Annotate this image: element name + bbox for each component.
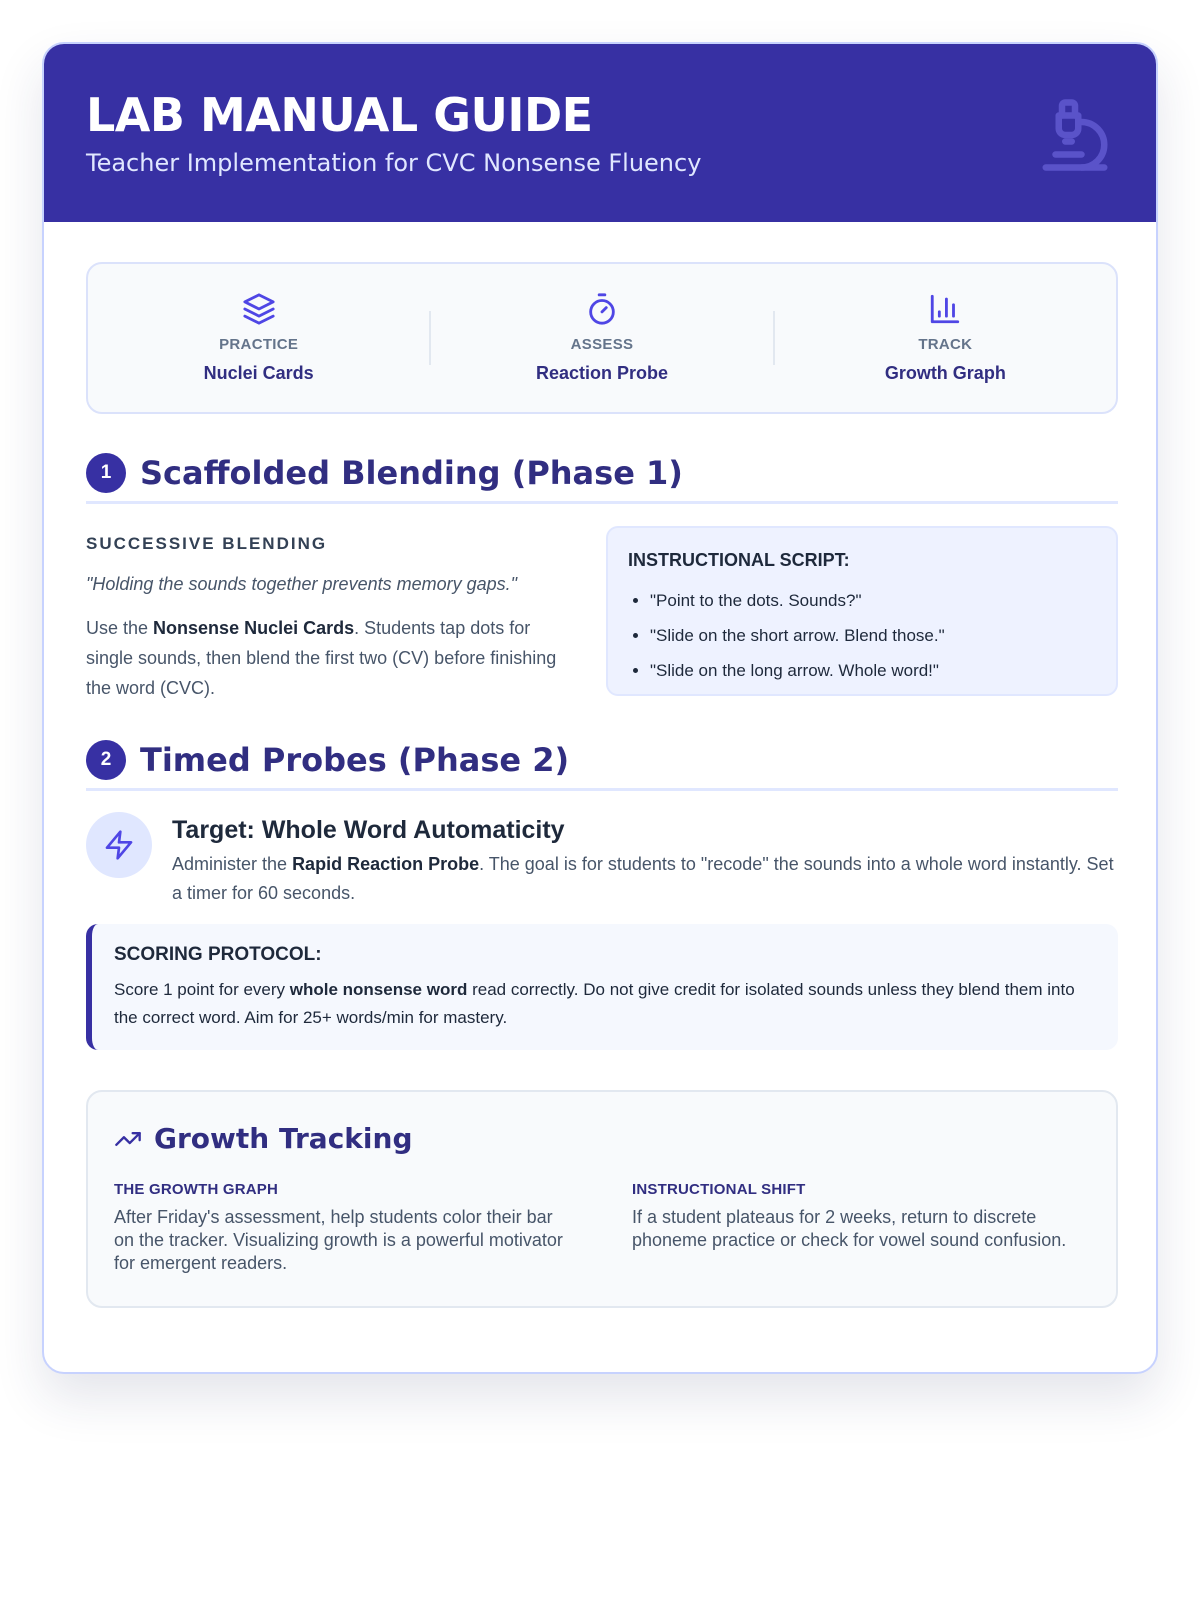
blending-body: Use the Nonsense Nuclei Cards. Students tap dots for single sounds, then blend the first two (CV) before finishing the word (CVC). <box>86 618 557 698</box>
instructional-script-box <box>606 526 1118 696</box>
trending-up-icon <box>114 1125 142 1153</box>
phase1-heading <box>86 444 1118 504</box>
tool-track <box>775 292 1116 384</box>
column-body: If a student plateaus for 2 weeks, return to discrete phoneme practice or check for vowel sound confusion. <box>632 1207 1067 1250</box>
tool-strip <box>86 262 1118 414</box>
tool-name: Reaction Probe <box>535 363 668 383</box>
bar-chart-icon <box>928 292 962 326</box>
tool-assess <box>431 292 772 384</box>
column-label: THE GROWTH GRAPH <box>114 1181 279 1198</box>
script-item: • "Slide on the short arrow. Blend those." <box>650 618 1096 653</box>
phase-title: Scaffolded Blending (Phase 1) <box>140 453 683 492</box>
column-label: INSTRUCTIONAL SHIFT <box>632 1181 806 1198</box>
lightning-icon <box>103 829 135 861</box>
scoring-protocol-box <box>86 924 1118 1050</box>
growth-tracking-box <box>86 1090 1118 1308</box>
growth-graph-column <box>114 1181 572 1275</box>
stopwatch-icon <box>585 292 619 326</box>
tool-category: TRACK <box>918 336 973 353</box>
header-banner <box>44 44 1156 222</box>
scoring-body: Score 1 point for every whole nonsense word read correctly. Do not give credit for isolated sounds unless they blend them into the correct word. Aim for 25+ words/min for mastery. <box>114 980 1075 1027</box>
growth-heading <box>114 1122 1090 1155</box>
phase-number-badge: 2 <box>86 740 126 780</box>
target-body: Administer the Rapid Reaction Probe. The goal is for students to "recode" the sounds into a whole word instantly. Set a timer for 60 seconds. <box>172 854 1114 903</box>
script-item: • "Slide on the long arrow. Whole word!" <box>650 653 1096 688</box>
script-title: INSTRUCTIONAL SCRIPT: <box>628 550 850 570</box>
scoring-title: SCORING PROTOCOL: <box>114 944 322 965</box>
lightning-icon-badge <box>86 812 152 878</box>
growth-columns <box>114 1181 1090 1275</box>
quote: "Holding the sounds together prevents memory gaps." <box>86 574 518 594</box>
lab-manual-card <box>42 42 1158 1374</box>
target-title: Target: Whole Word Automaticity <box>172 816 565 844</box>
script-list <box>628 583 1096 688</box>
section-label: SUCCESSIVE BLENDING <box>86 534 328 553</box>
column-body: After Friday's assessment, help students color their bar on the tracker. Visualizing growth is a powerful motivator for emergent readers. <box>114 1207 563 1273</box>
tool-practice <box>88 292 429 384</box>
microscope-icon <box>1036 96 1114 174</box>
phase2-heading <box>86 731 1118 791</box>
page-subtitle: Teacher Implementation for CVC Nonsense Fluency <box>86 148 702 177</box>
phase-number-badge: 1 <box>86 453 126 493</box>
layers-icon <box>242 292 276 326</box>
tool-name: Growth Graph <box>884 363 1006 383</box>
instructional-shift-column <box>632 1181 1090 1275</box>
growth-title: Growth Tracking <box>154 1122 413 1155</box>
blending-column <box>86 534 576 703</box>
tool-category: ASSESS <box>570 336 634 353</box>
script-item: • "Point to the dots. Sounds?" <box>650 583 1096 618</box>
phase-title: Timed Probes (Phase 2) <box>140 740 570 779</box>
page-title: LAB MANUAL GUIDE <box>86 88 593 142</box>
tool-category: PRACTICE <box>219 336 299 353</box>
target-row <box>86 812 1118 912</box>
tool-name: Nuclei Cards <box>203 363 314 383</box>
